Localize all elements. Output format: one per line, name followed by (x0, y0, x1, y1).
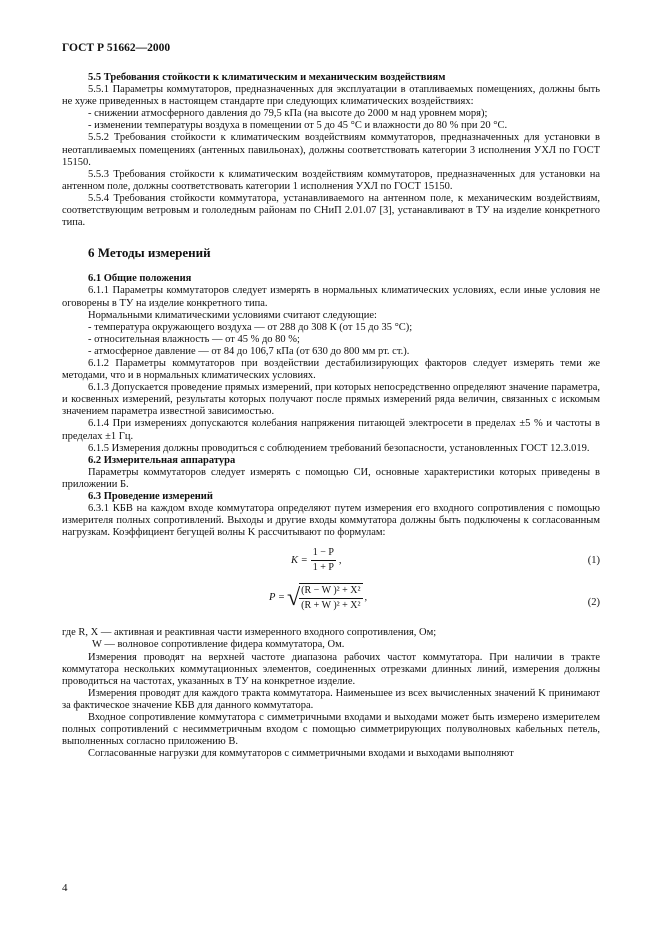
formula-2-numerator: (R − W )² + X² (299, 585, 362, 599)
bullet-air-temperature: - температура окружающего воздуха — от 288 до 308 К (от 15 до 35 °С); (88, 321, 413, 333)
para-normal-conditions: Нормальными климатическими условиями считают следующие: (88, 309, 377, 321)
para-5-5-4: 5.5.4 Требования стойкости коммутатора, устанавливаемого на антенном поле, к механическим воздействиям, соответствующим ветровым и гололедным районам по СНиП 2.01.07 [3], устанавливают в ТУ на изделие конкретного типа. (62, 192, 600, 229)
para-6-1-1: 6.1.1 Параметры коммутаторов следует измерять в нормальных климатических условиях, если иные условия не оговорены в ТУ на изделие конкретного типа. (62, 285, 600, 309)
formula-1-numerator: 1 − P (311, 547, 336, 561)
section-6-3-title: 6.3 Проведение измерений (88, 491, 213, 502)
formula-2-denominator: (R + W )² + X² (301, 600, 361, 612)
bullet-pressure: - снижении атмосферного давления до 79,5 кПа (на высоте до 2000 м над уровнем моря); (88, 108, 488, 120)
formula-1-denominator: 1 + P (312, 562, 334, 574)
section-6-1-title: 6.1 Общие положения (88, 273, 192, 285)
running-header: ГОСТ Р 51662—2000 (62, 42, 171, 54)
para-input-impedance: Входное сопротивление коммутатора с симметричными входами и выходами может быть измерено измерителем полных сопротивлений с несимметричным входом с помощью симметрирующих полуволновых кабельных петель, выполненных согласно приложению В. (62, 712, 600, 748)
para-6-1-2: 6.1.2 Параметры коммутаторов при воздействии дестабилизирующих факторов следует измерять теми же методами, что и в нормальных климатических условиях. (62, 357, 600, 382)
formula-1-tail: , (338, 554, 342, 566)
formula-2-sqrt (287, 583, 363, 612)
bullet-temperature: - изменении температуры воздуха в помещении от 5 до 45 °С и влажности до 80 % при 20 °С. (88, 120, 508, 132)
page-content (62, 72, 600, 760)
formula-2-tail: , (364, 591, 368, 603)
section-5-5-title: 5.5 Требования стойкости к климатическим и механическим воздействиям (88, 72, 446, 83)
para-6-3-1: 6.3.1 КБВ на каждом входе коммутатора определяют путем измерения его входного сопротивления с помощью измерителя полных сопротивлений. Выходы и другие входы коммутатора должны быть подключены к согласованным нагрузкам. Коэффициент бегущей волны K рассчитывают по формулам: (62, 503, 600, 539)
bullet-atm-pressure: - атмосферное давление — от 84 до 106,7 кПа (от 630 до 800 мм рт. ст.). (88, 345, 410, 357)
formula-2-fraction (299, 585, 362, 612)
para-6-1-4: 6.1.4 При измерениях допускаются колебания напряжения питающей электросети в пределах ±5 % и частоты в пределах ±1 Гц. (62, 418, 600, 442)
where-r-x: где R, X — активная и реактивная части измеренного входного сопротивления, Ом; (62, 627, 437, 639)
section-6-title: 6 Методы измерений (88, 245, 211, 261)
formula-1 (62, 543, 600, 583)
para-5-5-2: 5.5.2 Требования стойкости к климатическим воздействиям коммутаторов, предназначенных для установки в неотапливаемых помещениях (антенных павильонах), должны соответствовать категории 3 исполнения УХЛ по ГОСТ 15150. (62, 132, 600, 168)
para-5-5-1: 5.5.1 Параметры коммутаторов, предназначенных для эксплуатации в отапливаемых помещениях, должны быть не хуже приведенных в настоящем стандарте при следующих климатических воздействиях: (62, 84, 600, 108)
formula-1-fraction (311, 547, 336, 574)
formula-2-lhs: P = (269, 591, 285, 603)
page-number: 4 (62, 882, 68, 894)
bullet-humidity: - относительная влажность — от 45 % до 80 %; (88, 333, 300, 345)
para-upper-frequency: Измерения проводят на верхней частоте диапазона рабочих частот коммутатора. При наличии в тракте коммутатора нескольких коммутационных элементов, соединенных отрезками длинных линий, измерения должны проводиться на частотах, указанных в ТУ на конкретное изделие. (62, 651, 600, 687)
para-each-path: Измерения проводят для каждого тракта коммутатора. Наименьшее из всех вычисленных значений K принимают за фактическое значение КБВ для данного коммутатора. (62, 687, 600, 711)
where-w: W — волновое сопротивление фидера коммутатора, Ом. (92, 639, 345, 651)
para-matched-loads: Согласованные нагрузки для коммутаторов с симметричными входами и выходами выполняют (88, 748, 514, 760)
formula-1-lhs: K = (291, 554, 308, 566)
section-6-2-title: 6.2 Измерительная аппаратура (88, 454, 236, 466)
sqrt-sign-icon: √ (286, 584, 301, 611)
formula-2-number: (2) (587, 597, 600, 609)
para-5-5-3: 5.5.3 Требования стойкости к климатическим воздействиям коммутаторов, предназначенных для установки на антенном поле, должны соответствовать категории 1 исполнения УХЛ по ГОСТ 15150. (62, 168, 600, 192)
para-6-1-5: 6.1.5 Измерения должны проводиться с соблюдением требований безопасности, установленных ГОСТ 12.3.019. (88, 442, 590, 454)
formula-2 (62, 583, 600, 627)
para-6-1-3: 6.1.3 Допускается проведение прямых измерений, при которых непосредственно определяют значение параметра, и косвенных измерений, результаты которых получают после прямых измерений ряда величин, связанных с искомым значением параметра известной зависимостью. (62, 382, 600, 418)
para-6-2: Параметры коммутаторов следует измерять с помощью СИ, основные характеристики которых приведены в приложении Б. (62, 466, 600, 490)
formula-1-number: (1) (587, 555, 600, 567)
